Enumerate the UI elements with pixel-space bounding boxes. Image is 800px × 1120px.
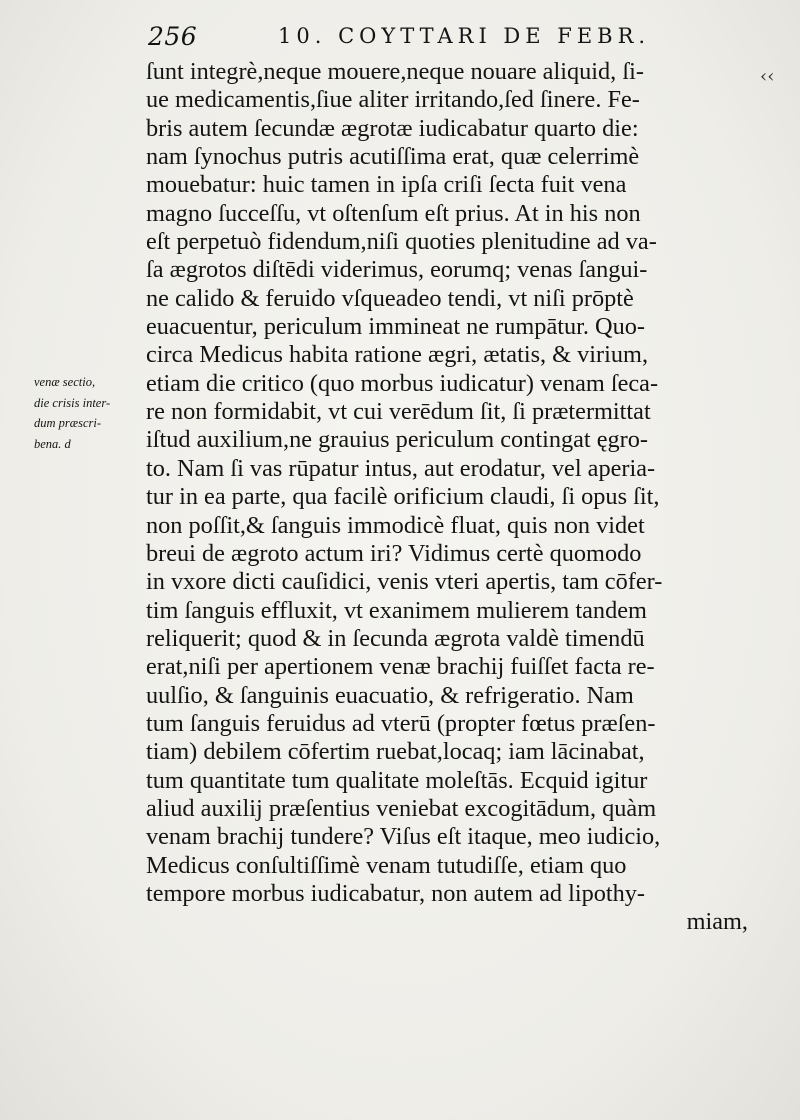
text-line: uulſio, & ſanguinis euacuatio, & refrigeratio. Nam (146, 681, 634, 709)
margin-note (34, 372, 144, 454)
text-line: eſt perpetuò fidendum,niſi quoties plenitudine ad va- (146, 228, 657, 256)
text-line: tum quantitate tum qualitate moleſtās. Ecquid igitur (146, 766, 648, 794)
margin-note-line: dum præscri- (34, 416, 102, 430)
text-line: etiam die critico (quo morbus iudicatur) venam ſeca- (146, 369, 659, 397)
running-head: 10. COYTTARI DE FEBR. (278, 24, 651, 48)
margin-note-line: bena. d (34, 436, 71, 451)
text-line: tempore morbus iudicabatur, non autem ad lipothy- (146, 879, 646, 907)
text-line: in vxore dicti cauſidici, venis vteri apertis, tam cōfer- (146, 568, 663, 596)
text-line: bris autem ſecundæ ægrotæ iudicabatur quarto die: (146, 114, 639, 142)
text-line: breui de ægroto actum iri? Vidimus certè quomodo (146, 539, 642, 567)
text-line: ſunt integrè,neque mouere,neque nouare aliquid, ſi- (146, 58, 644, 85)
text-line: reliquerit; quod & in ſecunda ægrota valdè timendū (146, 624, 645, 652)
body-text (146, 58, 756, 937)
text-line: aliud auxilij præſentius veniebat excogitādum, quàm (146, 794, 657, 822)
catchword-line: miam, (686, 908, 748, 936)
edge-mark: ‹‹ (760, 66, 775, 87)
text-line: ne calido & feruido vſqueadeo tendi, vt niſi prōptè (146, 284, 634, 312)
text-line: ue medicamentis,ſiue aliter irritando,ſed ſinere. Fe- (146, 86, 640, 114)
text-line: nam ſynochus putris acutiſſima erat, quæ celerrimè (146, 143, 640, 171)
text-line: magno ſucceſſu, vt oſtenſum eſt prius. At in his non (146, 199, 641, 227)
text-line: venam brachij tundere? Viſus eſt itaque, meo iudicio, (146, 823, 661, 851)
text-line: re non formidabit, vt cui verēdum ſit, ſi prætermittat (146, 398, 651, 426)
text-line: mouebatur: huic tamen in ipſa criſi ſecta fuit vena (146, 171, 627, 199)
text-line: iſtud auxilium,ne grauius periculum contingat ęgro- (146, 426, 649, 454)
text-line: to. Nam ſi vas rūpatur intus, aut erodatur, vel aperia- (146, 454, 656, 482)
text-line: tur in ea parte, qua facilè orificium claudi, ſi opus ſit, (146, 483, 660, 511)
margin-note-line: die crisis inter- (34, 395, 111, 410)
text-line: euacuentur, periculum immineat ne rumpātur. Quo- (146, 313, 645, 341)
text-line: tum ſanguis feruidus ad vterū (propter fœtus præſen- (146, 709, 656, 737)
text-line: non poſſit,& ſanguis immodicè fluat, quis non videt (146, 511, 645, 539)
text-line: circa Medicus habita ratione ægri, ætatis, & virium, (146, 341, 649, 369)
text-line: tiam) debilem cōfertim ruebat,locaq; iam lācinabat, (146, 738, 645, 766)
page-header (148, 22, 768, 56)
page-number: 256 (148, 22, 198, 51)
margin-note-line: venæ sectio, (34, 375, 96, 389)
text-line: Medicus conſultiſſimè venam tutudiſſe, etiam quo (146, 851, 627, 879)
text-line: ſa ægrotos diſtēdi viderimus, eorumq; venas ſangui- (146, 256, 648, 284)
text-line: tim ſanguis effluxit, vt exanimem mulierem tandem (146, 596, 647, 624)
text-line: erat,niſi per apertionem venæ brachij fuiſſet facta re- (146, 653, 655, 681)
